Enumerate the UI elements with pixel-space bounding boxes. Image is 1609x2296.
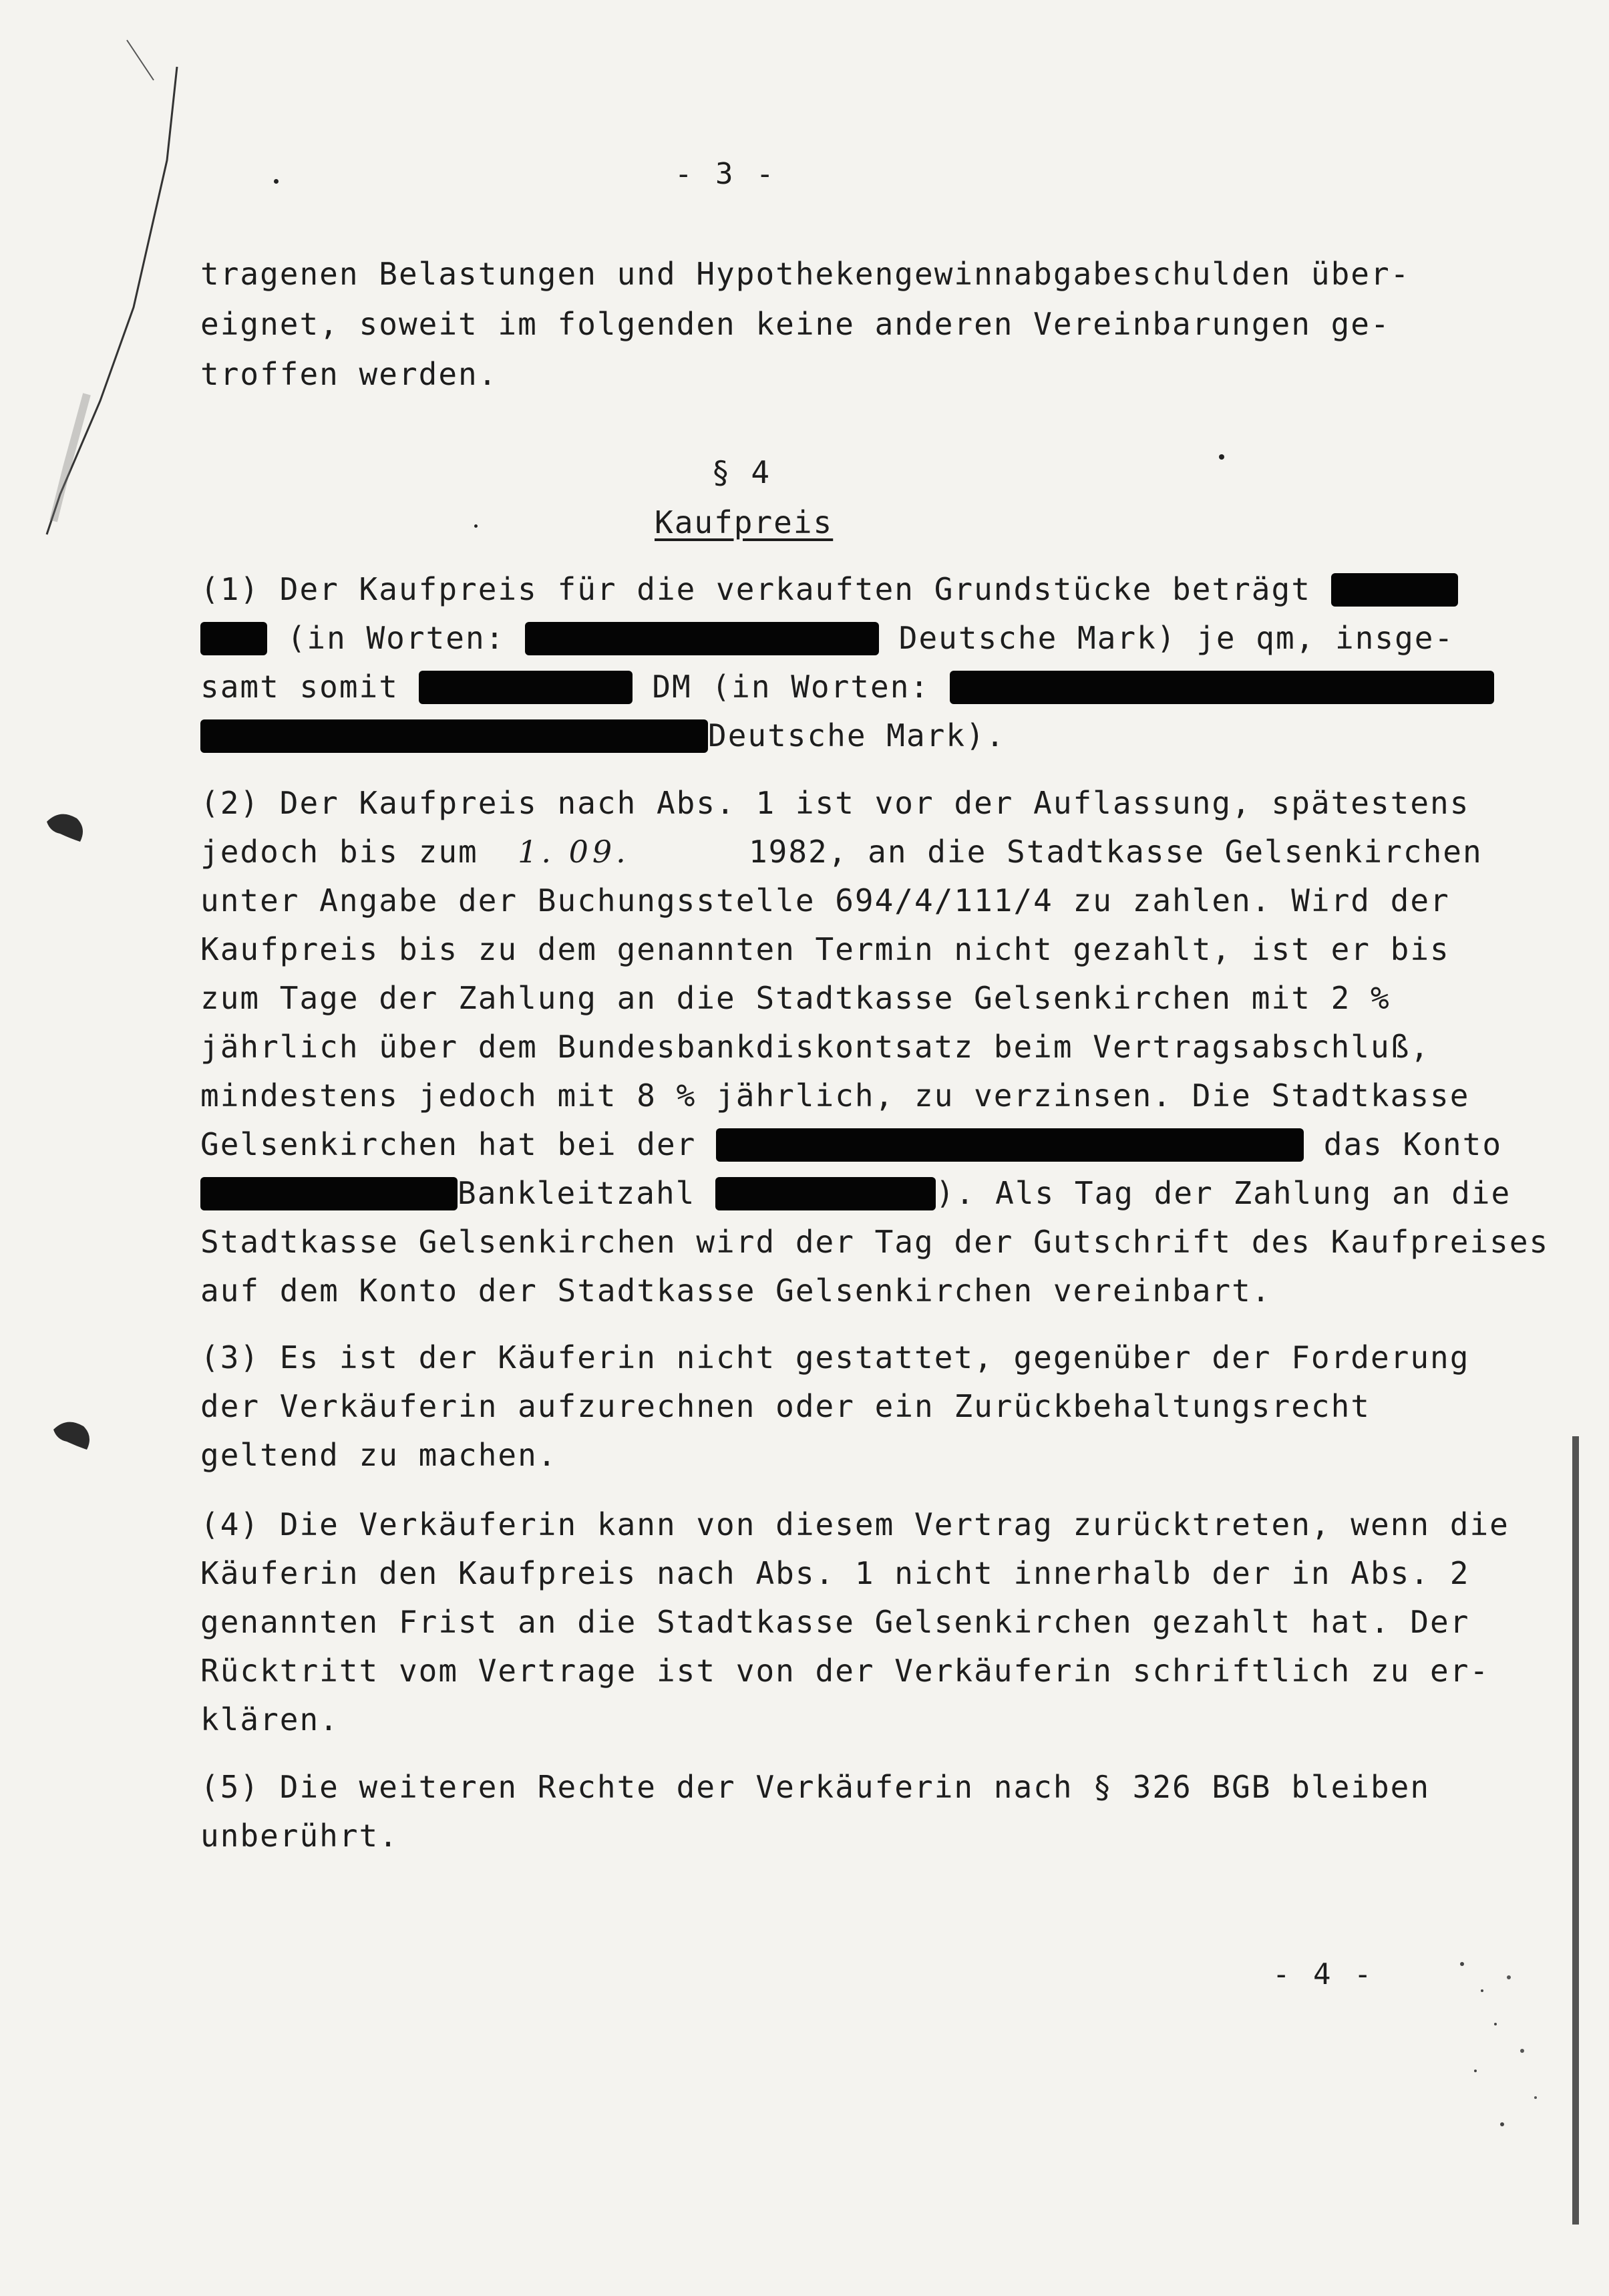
redaction <box>200 1177 458 1210</box>
punch-hole-mark-lower <box>47 1410 100 1463</box>
para2-line: mindestens jedoch mit 8 % jährlich, zu verzinsen. Die Stadtkasse <box>200 1078 1470 1114</box>
redaction <box>200 622 267 655</box>
intro-line: eignet, soweit im folgenden keine anderen Vereinbarungen ge- <box>200 306 1391 342</box>
page-number-bottom: - 4 - <box>1272 1957 1375 1991</box>
para2-line: zum Tage der Zahlung an die Stadtkasse Gelsenkirchen mit 2 % <box>200 980 1391 1016</box>
para3-line: der Verkäuferin aufzurechnen oder ein Zurückbehaltungsrecht <box>200 1388 1371 1424</box>
para3-line: geltend zu machen. <box>200 1437 558 1473</box>
para4-line: Rücktritt vom Vertrage ist von der Verkäuferin schriftlich zu er- <box>200 1653 1490 1689</box>
scan-noise <box>1435 1937 1556 2151</box>
para2-line <box>200 832 1483 872</box>
para1-text: DM (in Worten: <box>652 669 930 705</box>
para1-text: Deutsche Mark). <box>708 717 1006 754</box>
para4-line: (4) Die Verkäuferin kann von diesem Vertrag zurücktreten, wenn die <box>200 1506 1509 1542</box>
para2-text: jedoch bis zum <box>200 834 478 870</box>
para3-line: (3) Es ist der Käuferin nicht gestattet, gegenüber der Forderung <box>200 1339 1470 1375</box>
handwritten-date: 1. 09. <box>518 834 630 870</box>
redaction <box>419 671 633 704</box>
redaction <box>1331 573 1458 607</box>
para1-line2 <box>200 618 1454 658</box>
section-symbol: § 4 <box>711 454 771 490</box>
para4-line: klären. <box>200 1701 339 1738</box>
para2-line: (2) Der Kaufpreis nach Abs. 1 ist vor der Auflassung, spätestens <box>200 785 1470 821</box>
para5-line: (5) Die weiteren Rechte der Verkäuferin nach § 326 BGB bleiben <box>200 1769 1431 1805</box>
para2-line: auf dem Konto der Stadtkasse Gelsenkirchen vereinbart. <box>200 1273 1272 1309</box>
para2-line: Kaufpreis bis zu dem genannten Termin nicht gezahlt, ist er bis <box>200 931 1450 967</box>
section-title: Kaufpreis <box>655 504 834 540</box>
para1-line4 <box>200 715 1005 756</box>
para4-line: genannten Frist an die Stadtkasse Gelsenkirchen gezahlt hat. Der <box>200 1604 1470 1640</box>
para2-text: Bankleitzahl <box>458 1175 696 1211</box>
redaction <box>715 1177 936 1210</box>
para2-line: jährlich über dem Bundesbankdiskontsatz beim Vertragsabschluß, <box>200 1029 1431 1065</box>
para1-line3 <box>200 667 1494 707</box>
punch-hole-mark-upper <box>40 802 94 855</box>
intro-line: troffen werden. <box>200 356 498 392</box>
para2-line: Stadtkasse Gelsenkirchen wird der Tag der Gutschrift des Kaufpreises <box>200 1224 1550 1260</box>
redaction <box>950 671 1494 704</box>
redaction <box>200 719 708 753</box>
para2-line <box>200 1124 1502 1164</box>
para5-line: unberührt. <box>200 1818 399 1854</box>
para1-line1 <box>200 569 1458 609</box>
para2-text: ). Als Tag der Zahlung an die <box>936 1175 1511 1211</box>
intro-line: tragenen Belastungen und Hypothekengewinnabgabeschulden über- <box>200 256 1411 292</box>
right-edge-shadow <box>1572 1436 1579 2225</box>
page-number-top: - 3 - <box>675 157 777 191</box>
speck <box>474 524 478 528</box>
para1-text: (1) Der Kaufpreis für die verkauften Grundstücke beträgt <box>200 571 1311 607</box>
speck <box>274 179 279 184</box>
para4-line: Käuferin den Kaufpreis nach Abs. 1 nicht innerhalb der in Abs. 2 <box>200 1555 1470 1591</box>
redaction <box>525 622 879 655</box>
para1-text: samt somit <box>200 669 399 705</box>
para2-text: das Konto <box>1323 1126 1503 1162</box>
para2-line <box>200 1173 1511 1213</box>
speck <box>1219 454 1224 460</box>
binding-shadow <box>20 27 194 548</box>
para2-line: unter Angabe der Buchungsstelle 694/4/111/4 zu zahlen. Wird der <box>200 882 1450 919</box>
para2-text: 1982, an die Stadtkasse Gelsenkirchen <box>748 834 1483 870</box>
para1-text: Deutsche Mark) je qm, insge- <box>898 620 1455 656</box>
redaction <box>716 1128 1304 1162</box>
para1-text: (in Worten: <box>287 620 506 656</box>
para2-text: Gelsenkirchen hat bei der <box>200 1126 697 1162</box>
